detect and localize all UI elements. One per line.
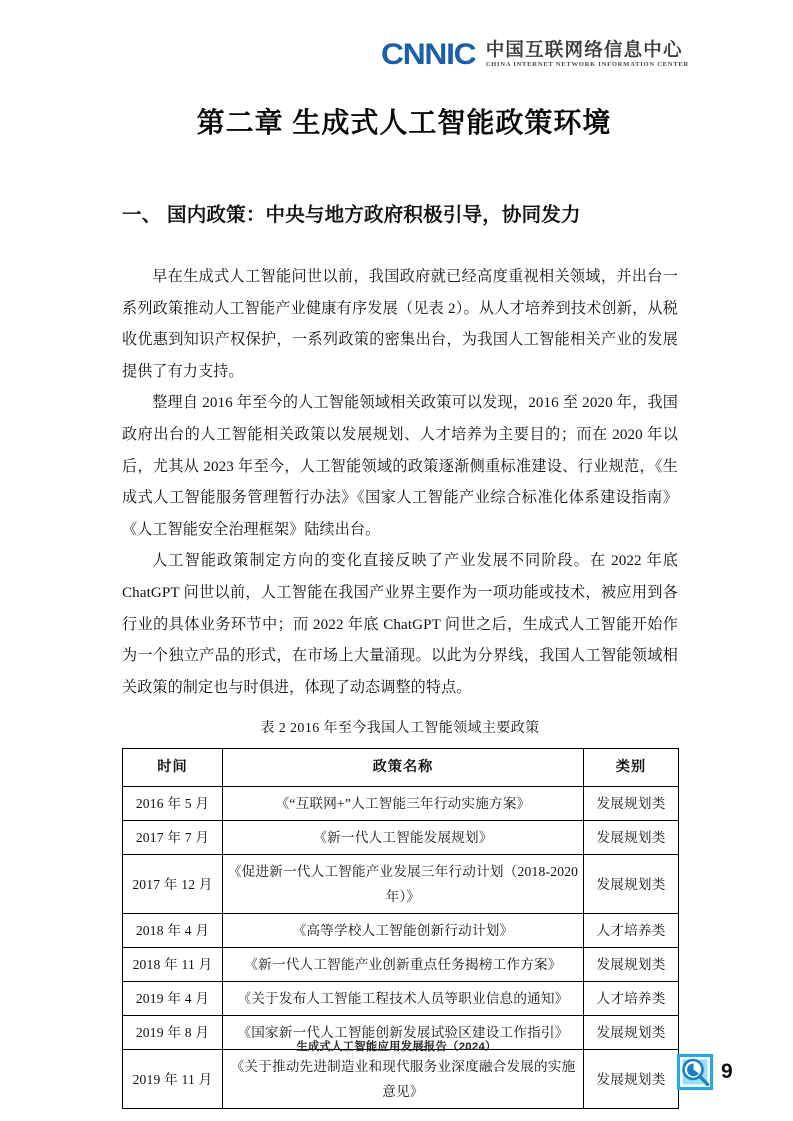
cell-category: 发展规划类 [584,1016,679,1050]
section-title: 一、 国内政策：中央与地方政府积极引导，协同发力 [122,204,581,226]
column-header-policy-name: 政策名称 [223,749,584,787]
cell-time: 2019 年 11 月 [123,1050,223,1109]
footer-report-title: 生成式人工智能应用发展报告（2024） [296,1041,497,1053]
body-text-block [122,262,678,1109]
table-row [123,914,679,948]
cell-policy-name: 《关于推动先进制造业和现代服务业深度融合发展的实施意见》 [223,1050,584,1109]
cell-time: 2018 年 4 月 [123,914,223,948]
table-row [123,982,679,1016]
cell-policy-name: 《新一代人工智能产业创新重点任务揭榜工作方案》 [223,948,584,982]
table-row [123,787,679,821]
table-caption: 表 2 2016 年至今我国人工智能领域主要政策 [260,721,540,737]
cell-policy-name: 《新一代人工智能发展规划》 [223,821,584,855]
cnnic-name-chinese: 中国互联网络信息中心 [485,39,683,60]
page-number: 9 [721,1059,733,1083]
cell-time: 2019 年 4 月 [123,982,223,1016]
cell-time: 2019 年 8 月 [123,1016,223,1050]
cell-category: 发展规划类 [584,787,679,821]
table-row [123,1050,679,1109]
table-row [123,855,679,914]
column-header-time: 时间 [123,749,223,787]
table-body [123,787,679,1109]
cnnic-name-english: CHINA INTERNET NETWORK INFORMATION CENTER [485,61,689,69]
cell-policy-name: 《国家新一代人工智能创新发展试验区建设工作指引》 [223,1016,584,1050]
cell-policy-name: 《“互联网+”人工智能三年行动实施方案》 [223,787,584,821]
cell-policy-name: 《关于发布人工智能工程技术人员等职业信息的通知》 [223,982,584,1016]
paragraph-1: 早在生成式人工智能问世以前，我国政府就已经高度重视相关领域，并出台一系列政策推动人工智能产业健康有序发展（见表 2）。从人才培养到技术创新，从税收优惠到知识产权保护，一系列政策的密集出台，为我国人工智能相关产业的发展提供了有力支持。 [122,269,678,380]
cell-category: 发展规划类 [584,948,679,982]
cell-time: 2017 年 7 月 [123,821,223,855]
paragraph-3: 人工智能政策制定方向的变化直接反映了产业发展不同阶段。在 2022 年底 ChatGPT 问世以前，人工智能在我国产业界主要作为一项功能或技术，被应用到各行业的具体业务环节中；而 2022 年底 ChatGPT 问世之后，生成式人工智能开始作为一个独立产品的形式，在市场上大量涌现。以此为分界线，我国人工智能领域相关政策的制定也与时俱进，体现了动态调整的特点。 [122,553,678,696]
magnifier-badge-icon [676,1053,714,1091]
chapter-title: 第二章 生成式人工智能政策环境 [196,107,612,138]
cell-policy-name: 《高等学校人工智能创新行动计划》 [223,914,584,948]
table-header-row [123,749,679,787]
cell-category: 发展规划类 [584,855,679,914]
cell-category: 人才培养类 [584,914,679,948]
cnnic-wordmark-logo: CNNIC [380,38,476,71]
cell-policy-name: 《促进新一代人工智能产业发展三年行动计划（2018-2020 年）》 [223,855,584,914]
policy-table [122,748,679,1109]
paragraph-2: 整理自 2016 年至今的人工智能领域相关政策可以发现，2016 至 2020 年，我国政府出台的人工智能相关政策以发展规划、人才培养为主要目的；而在 2020 年以后，尤其从 2023 年至今，人工智能领域的政策逐渐侧重标准建设、行业规范，《生成式人工智能服务管理暂行办法》《国家人工智能产业综合标准化体系建设指南》《人工智能安全治理框架》陆续出台。 [122,395,678,538]
cell-category: 发展规划类 [584,1050,679,1109]
page-header [381,40,689,70]
cell-time: 2018 年 11 月 [123,948,223,982]
footer-brand-group [676,1053,733,1091]
table-header [123,749,679,787]
cnnic-name-block [486,40,689,70]
table-row [123,821,679,855]
cell-category: 人才培养类 [584,982,679,1016]
table-row [123,948,679,982]
cell-category: 发展规划类 [584,821,679,855]
cell-time: 2016 年 5 月 [123,787,223,821]
cell-time: 2017 年 12 月 [123,855,223,914]
column-header-category: 类别 [584,749,679,787]
